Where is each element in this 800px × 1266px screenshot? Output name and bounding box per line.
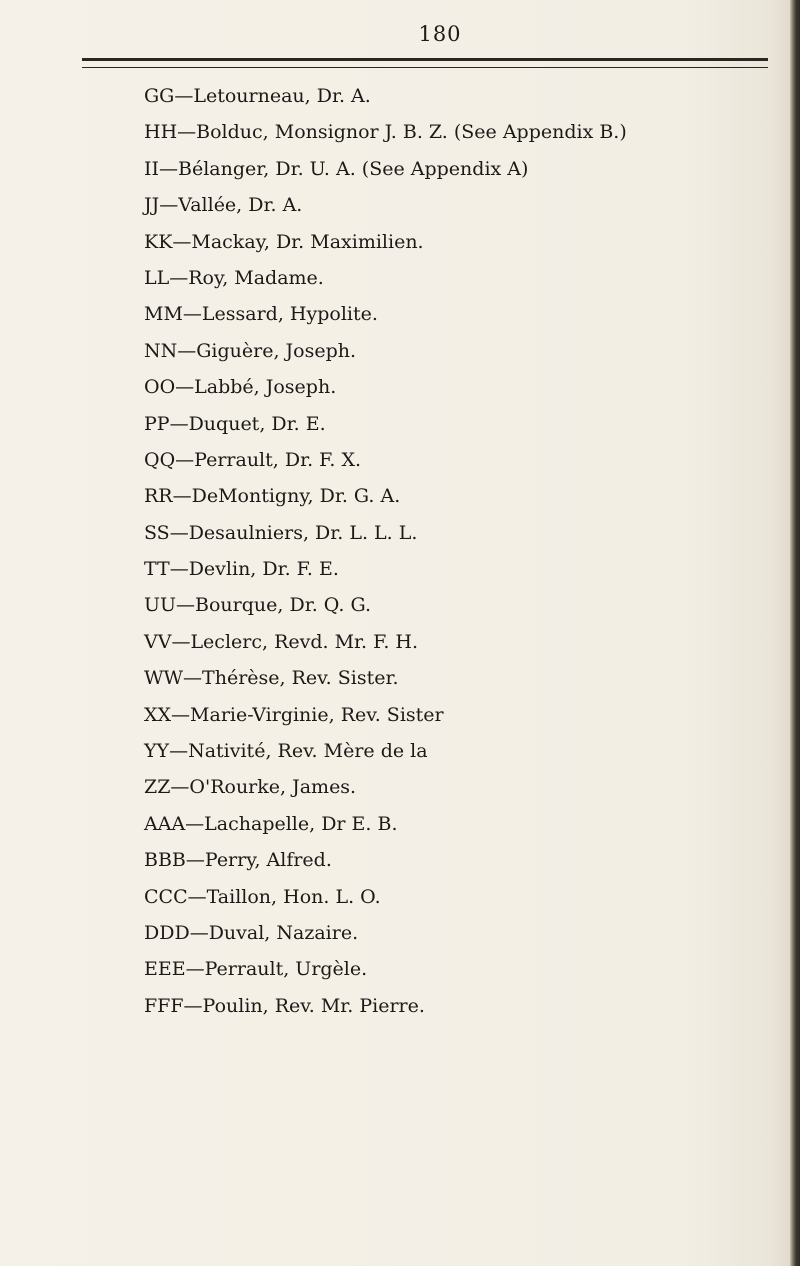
list-item: WW—Thérèse, Rev. Sister. (144, 667, 399, 690)
header-rule-thick (82, 58, 768, 61)
entry-list (144, 78, 627, 1024)
list-item: RR—DeMontigny, Dr. G. A. (144, 485, 401, 508)
list-item: NN—Giguère, Joseph. (144, 339, 357, 362)
list-item: ZZ—O'Rourke, James. (144, 776, 357, 799)
list-item: QQ—Perrault, Dr. F. X. (144, 448, 362, 471)
page-binding-edge (790, 0, 800, 1266)
list-item: YY—Nativité, Rev. Mère de la (144, 740, 428, 763)
list-item: MM—Lessard, Hypolite. (144, 303, 378, 326)
list-item: XX—Marie-Virginie, Rev. Sister (144, 703, 444, 726)
list-item: AAA—Lachapelle, Dr E. B. (144, 812, 398, 835)
list-item: II—Bélanger, Dr. U. A. (See Appendix A) (144, 157, 529, 180)
page-number: 180 (418, 22, 462, 46)
list-item: PP—Duquet, Dr. E. (144, 412, 326, 435)
list-item: OO—Labbé, Joseph. (144, 376, 337, 399)
list-item: UU—Bourque, Dr. Q. G. (144, 594, 372, 617)
list-item: JJ—Vallée, Dr. A. (144, 194, 303, 217)
list-item: TT—Devlin, Dr. F. E. (144, 558, 339, 581)
list-item: GG—Letourneau, Dr. A. (144, 85, 371, 107)
list-item: VV—Leclerc, Revd. Mr. F. H. (144, 630, 419, 653)
list-item: EEE—Perrault, Urgèle. (144, 958, 368, 981)
list-item: LL—Roy, Madame. (144, 266, 324, 289)
header-rule-thin (82, 67, 768, 68)
list-item: FFF—Poulin, Rev. Mr. Pierre. (144, 994, 425, 1017)
list-item: CCC—Taillon, Hon. L. O. (144, 885, 381, 908)
list-item: KK—Mackay, Dr. Maximilien. (144, 230, 424, 253)
list-item: BBB—Perry, Alfred. (144, 849, 332, 872)
list-item: HH—Bolduc, Monsignor J. B. Z. (See Appendix B.) (144, 121, 627, 144)
list-item: SS—Desaulniers, Dr. L. L. L. (144, 521, 418, 544)
list-item: DDD—Duval, Nazaire. (144, 921, 359, 944)
